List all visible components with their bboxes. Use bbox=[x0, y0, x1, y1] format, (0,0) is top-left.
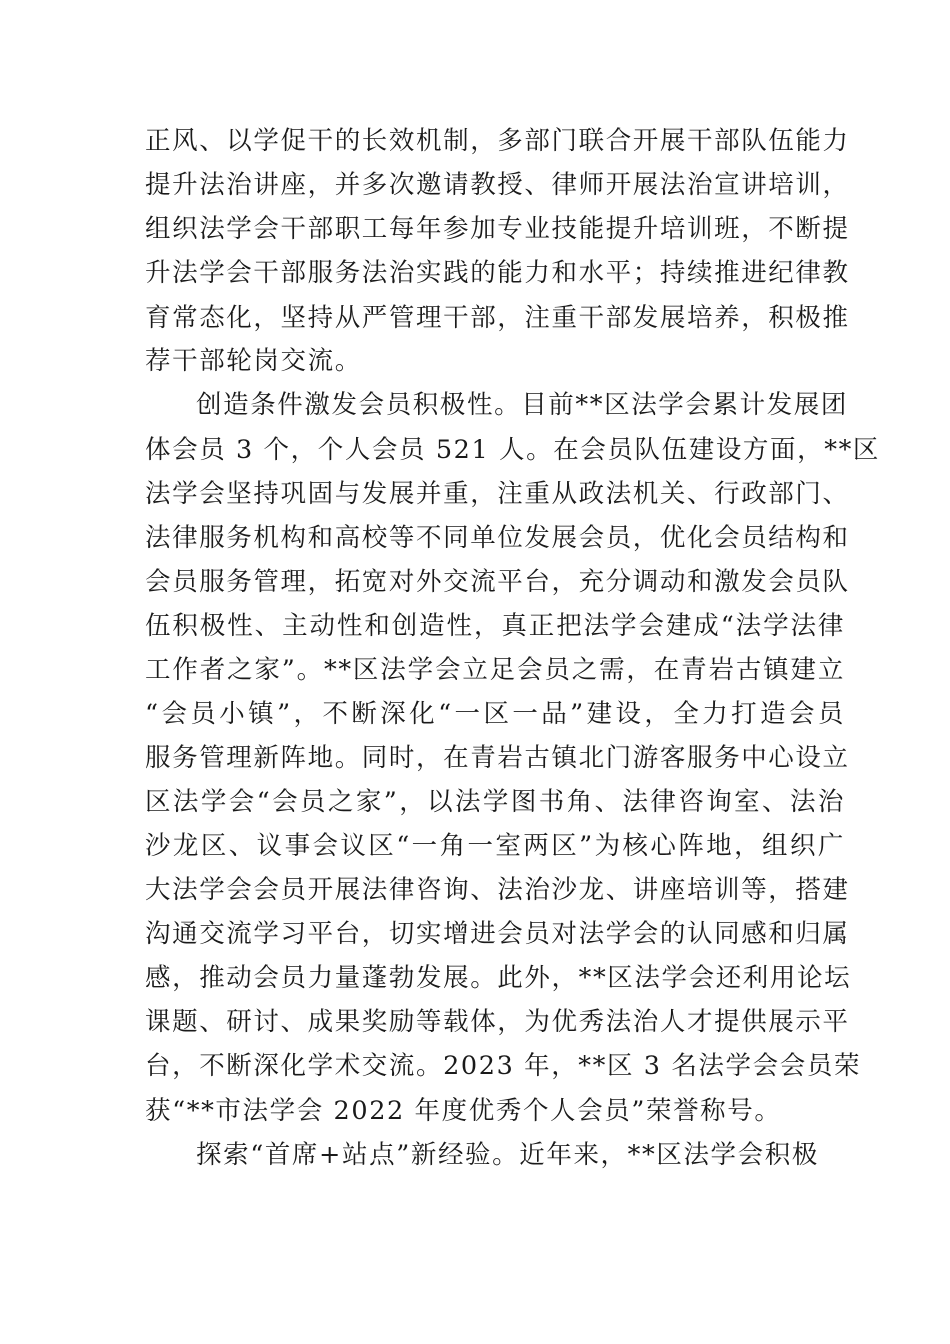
paragraph-first-line: 探索“首席+站点”新经验。近年来，**区法学会积极 bbox=[196, 1140, 819, 1170]
text-line: 台，不断深化学术交流。2023 年，**区 3 名法学会会员荣 bbox=[145, 1051, 862, 1081]
text-line: 工作者之家”。**区法学会立足会员之需，在青岩古镇建立 bbox=[145, 655, 845, 685]
text-line: 大法学会会员开展法律咨询、法治沙龙、讲座培训等，搭建 bbox=[145, 875, 850, 905]
text-line: 获“**市法学会 2022 年度优秀个人会员”荣誉称号。 bbox=[145, 1096, 782, 1126]
text-line: 感，推动会员力量蓬勃发展。此外，**区法学会还利用论坛 bbox=[145, 963, 852, 993]
text-line: 服务管理新阵地。同时，在青岩古镇北门游客服务中心设立 bbox=[145, 743, 850, 773]
text-line: 组织法学会干部职工每年参加专业技能提升培训班，不断提 bbox=[145, 214, 850, 244]
text-line: 荐干部轮岗交流。 bbox=[145, 346, 362, 376]
text-line: “会员小镇”，不断深化“一区一品”建设，全力打造会员 bbox=[145, 699, 845, 729]
text-line: 课题、研讨、成果奖励等载体，为优秀法治人才提供展示平 bbox=[145, 1007, 850, 1037]
text-line: 区法学会“会员之家”，以法学图书角、法律咨询室、法治 bbox=[145, 787, 845, 817]
text-line: 育常态化，坚持从严管理干部，注重干部发展培养，积极推 bbox=[145, 303, 850, 333]
text-line: 升法学会干部服务法治实践的能力和水平；持续推进纪律教 bbox=[145, 258, 850, 288]
paragraph-first-line: 创造条件激发会员积极性。目前**区法学会累计发展团 bbox=[196, 390, 849, 420]
text-line: 伍积极性、主动性和创造性，真正把法学会建成“法学法律 bbox=[145, 611, 845, 641]
text-line: 法律服务机构和高校等不同单位发展会员，优化会员结构和 bbox=[145, 523, 850, 553]
text-line: 沙龙区、议事会议区“一角一室两区”为核心阵地，组织广 bbox=[145, 831, 845, 861]
text-line: 正风、以学促干的长效机制，多部门联合开展干部队伍能力 bbox=[145, 126, 850, 156]
text-line: 沟通交流学习平台，切实增进会员对法学会的认同感和归属 bbox=[145, 919, 850, 949]
text-line: 提升法治讲座，并多次邀请教授、律师开展法治宣讲培训， bbox=[145, 170, 850, 200]
text-line: 体会员 3 个，个人会员 521 人。在会员队伍建设方面，**区 bbox=[145, 435, 881, 465]
text-line: 会员服务管理，拓宽对外交流平台，充分调动和激发会员队 bbox=[145, 567, 850, 597]
text-line: 法学会坚持巩固与发展并重，注重从政法机关、行政部门、 bbox=[145, 479, 850, 509]
